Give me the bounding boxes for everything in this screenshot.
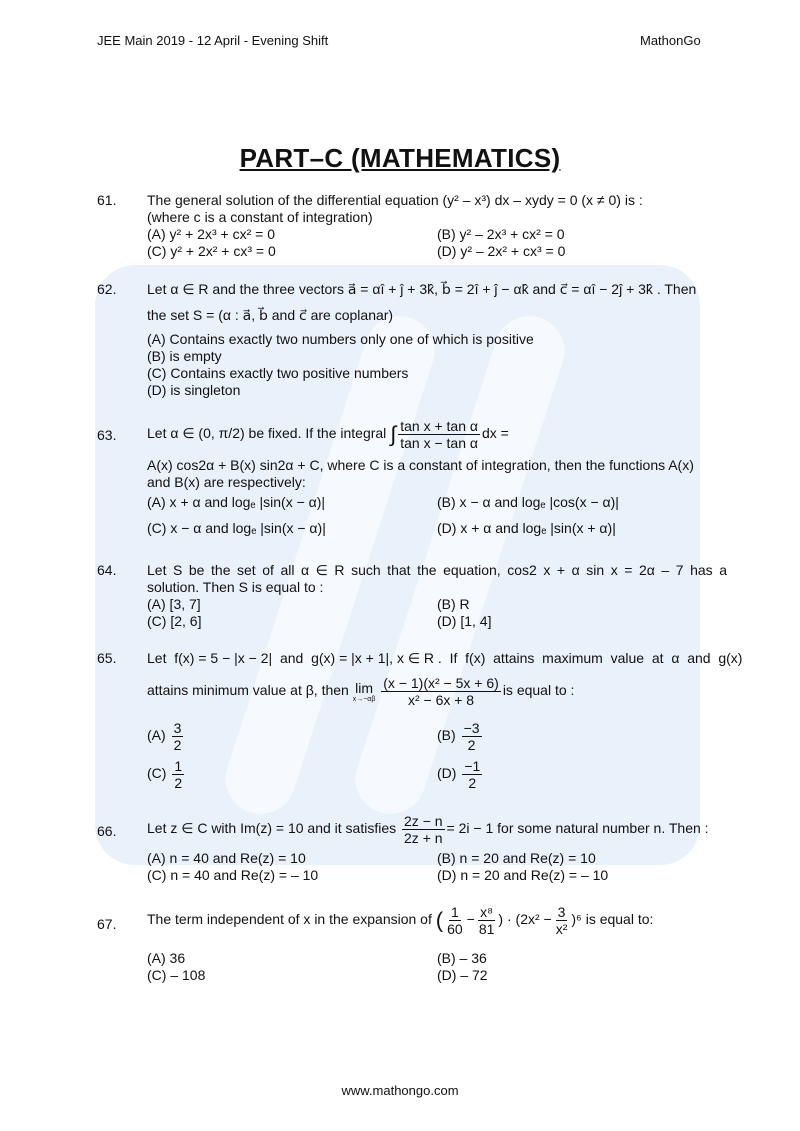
- question-number: 65.: [97, 650, 117, 666]
- question-text: the set S = (α : a⃗, b⃗ and c⃗ are coplanar): [147, 307, 394, 323]
- option-b: (B) x − α and logₑ |cos(x − α)|: [437, 494, 619, 510]
- footer-url: www.mathongo.com: [341, 1083, 459, 1098]
- question-number: 62.: [97, 281, 117, 297]
- question-number: 64.: [97, 562, 117, 578]
- question-text: solution. Then S is equal to :: [147, 579, 324, 595]
- lim-subscript: x→−αβ: [352, 696, 376, 703]
- numerator: tan x + tan α: [400, 418, 478, 434]
- limit: [353, 680, 376, 703]
- question-text: The term independent of x in the expansion of: [147, 911, 432, 928]
- fraction: [398, 418, 480, 451]
- option-b: (B) R: [437, 596, 470, 612]
- option-b: (B) $\frac{-3}{2}$: [437, 720, 480, 753]
- option-b: (B) y² – 2x³ + cx² = 0: [437, 226, 565, 242]
- fraction: [402, 813, 445, 846]
- option-c: (C) – 108: [147, 967, 206, 983]
- question-text: Let z ∈ C with Im(z) = 10 and it satisfies: [147, 820, 397, 837]
- fraction: [381, 675, 501, 708]
- question-number: 66.: [97, 823, 117, 839]
- option-d: (D) x + α and logₑ |sin(x + α)|: [437, 520, 616, 536]
- question-text: is equal to:: [585, 911, 654, 928]
- denominator: x² − 6x + 8: [407, 692, 475, 708]
- header-left: JEE Main 2019 - 12 April - Evening Shift: [97, 33, 329, 48]
- question-text: Let α ∈ (0, π/2) be fixed. If the integral: [147, 425, 387, 442]
- question-number: 63.: [97, 427, 117, 443]
- option-a: (A) n = 40 and Re(z) = 10: [147, 850, 306, 866]
- option-a: (A) [3, 7]: [147, 596, 201, 612]
- option-b: (B) – 36: [437, 950, 487, 966]
- option-a: (A) Contains exactly two numbers only one of which is positive: [147, 331, 534, 347]
- question-text: = 2i − 1 for some natural number n. Then :: [446, 820, 709, 837]
- question-number: 67.: [97, 916, 117, 932]
- question-number: 61.: [97, 192, 117, 208]
- question-text: and B(x) are respectively:: [147, 474, 306, 490]
- question-text: A(x) cos2α + B(x) sin2α + C, where C is a constant of integration, then the functions A(x): [147, 457, 694, 473]
- question-text: The general solution of the differential equation (y² – x³) dx – xydy = 0 (x ≠ 0) is :: [147, 192, 643, 208]
- paren: (: [435, 907, 444, 933]
- denominator: tan x − tan α: [400, 435, 478, 451]
- option-a: (A) 36: [147, 950, 186, 966]
- page-title: PART–C (MATHEMATICS): [239, 143, 561, 173]
- question-text: is equal to :: [502, 682, 575, 699]
- numerator: (x − 1)(x² − 5x + 6): [383, 675, 499, 691]
- option-d: (D) $\frac{-1}{2}$: [437, 758, 481, 791]
- option-d: (D) n = 20 and Re(z) = – 10: [437, 867, 609, 883]
- option-a: (A) $\frac{3}{2}$: [147, 720, 182, 753]
- integral-sign: ∫: [390, 421, 397, 447]
- option-b: (B) n = 20 and Re(z) = 10: [437, 850, 596, 866]
- option-c: (C) y² + 2x² + cx³ = 0: [147, 243, 276, 259]
- question-text: (where c is a constant of integration): [147, 209, 373, 225]
- numerator: 2z − n: [404, 813, 443, 829]
- header-right: MathonGo: [640, 33, 701, 48]
- option-d: (D) is singleton: [147, 382, 241, 398]
- lim-label: lim: [355, 680, 373, 696]
- option-d: (D) y² – 2x² + cx³ = 0: [437, 243, 566, 259]
- option-c: (C) $\frac{1}{2}$: [147, 758, 183, 791]
- question-text: attains minimum value at β, then: [147, 682, 349, 699]
- question-text: Let f(x) = 5 − |x − 2| and g(x) = |x + 1|, x ∈ R . If f(x) attains maximum value at α and g(x): [147, 650, 743, 666]
- option-c: (C) n = 40 and Re(z) = – 10: [147, 867, 319, 883]
- question-text: Let S be the set of all α ∈ R such that the equation, cos2 x + α sin x = 2α – 7 has a: [147, 562, 727, 578]
- option-d: (D) [1, 4]: [437, 613, 492, 629]
- question-text: Let α ∈ R and the three vectors a⃗ = αî + ĵ + 3k̂, b⃗ = 2î + ĵ − αk̂ and c⃗ = αî − 2ĵ + 3k̂ . Then: [147, 281, 697, 297]
- option-b: (B) is empty: [147, 348, 222, 364]
- option-c: (C) Contains exactly two positive numbers: [147, 365, 409, 381]
- question-text: dx =: [481, 425, 509, 442]
- option-d: (D) – 72: [437, 967, 488, 983]
- option-c: (C) [2, 6]: [147, 613, 202, 629]
- option-a: (A) x + α and logₑ |sin(x − α)|: [147, 494, 326, 510]
- denominator: 2z + n: [404, 830, 443, 846]
- option-a: (A) y² + 2x³ + cx² = 0: [147, 226, 275, 242]
- option-c: (C) x − α and logₑ |sin(x − α)|: [147, 520, 326, 536]
